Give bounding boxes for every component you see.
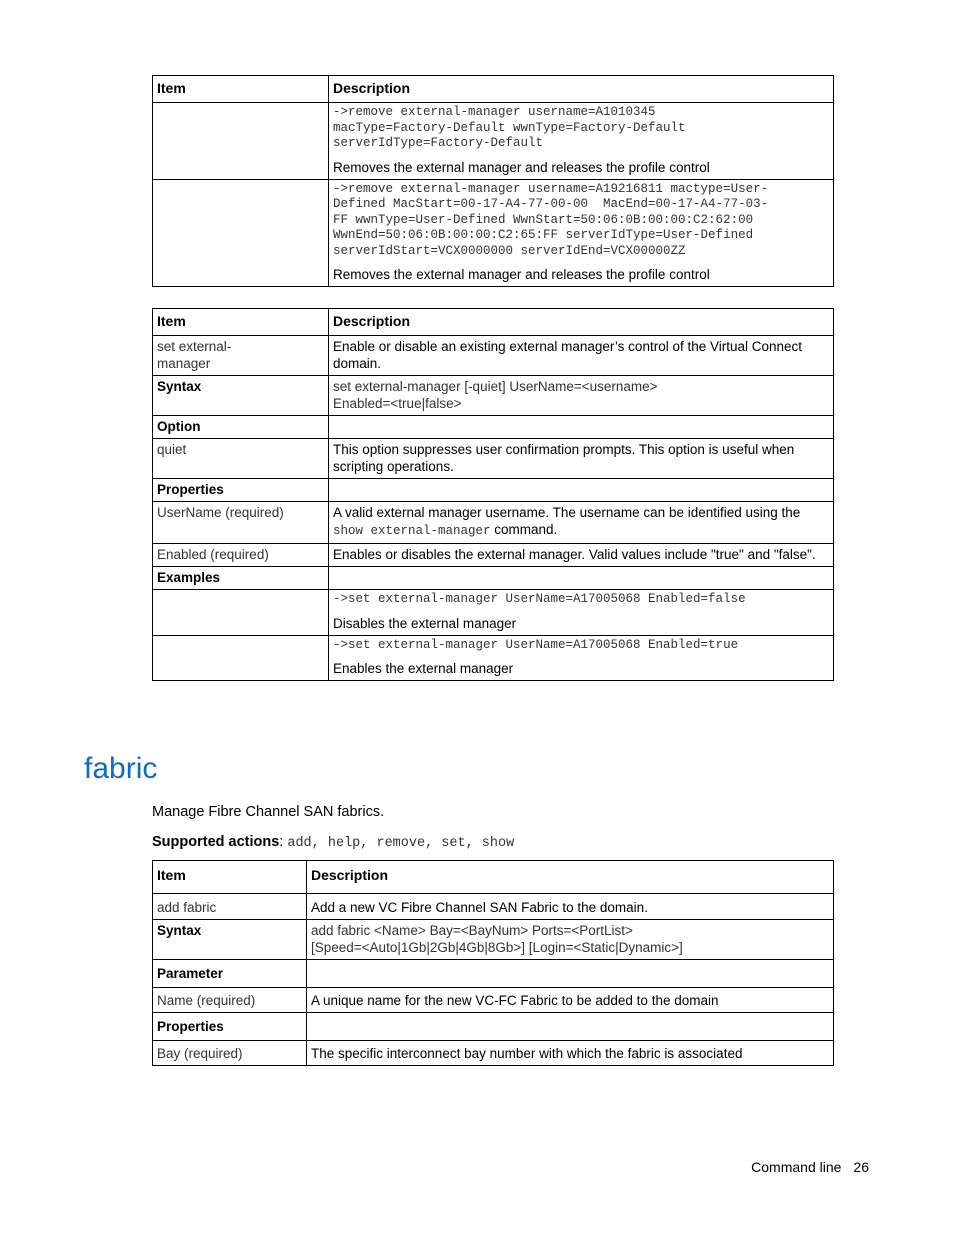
example-description: Disables the external manager [333, 615, 517, 631]
table-row [153, 960, 834, 988]
example-command: ->set external-manager UserName=A17005068 Enabled=false [333, 592, 746, 606]
parameter-name-description: A unique name for the new VC-FC Fabric to be added to the domain [307, 988, 834, 1013]
properties-label: Properties [153, 1013, 307, 1041]
header-description: Description [329, 309, 834, 336]
remove-external-manager-examples-table [152, 75, 834, 287]
option-quiet: quiet [153, 439, 329, 479]
option-label: Option [153, 416, 329, 439]
option-quiet-description: This option suppresses user confirmation prompts. This option is useful when scripting operations. [329, 439, 834, 479]
item-cell [153, 103, 329, 180]
table-row [153, 544, 834, 567]
header-description: Description [307, 861, 834, 894]
table-header-row [153, 309, 834, 336]
command-name: add fabric [153, 894, 307, 920]
table-row [153, 336, 834, 376]
empty-cell [153, 635, 329, 681]
header-description: Description [329, 76, 834, 103]
supported-actions-label: Supported actions [152, 834, 280, 850]
supported-actions [152, 834, 514, 851]
table-row [153, 590, 834, 636]
username-desc-code: show external-manager [333, 524, 491, 538]
syntax-label: Syntax [153, 920, 307, 960]
table-row [153, 920, 834, 960]
table-row [153, 179, 834, 287]
page-number: 26 [853, 1159, 869, 1175]
properties-label: Properties [153, 479, 329, 502]
table-row [153, 376, 834, 416]
command-description: Enable or disable an existing external manager’s control of the Virtual Connect domain. [329, 336, 834, 376]
property-bay-description: The specific interconnect bay number with which the fabric is associated [307, 1041, 834, 1066]
table-row [153, 1041, 834, 1066]
table-row [153, 502, 834, 544]
command-name: set external- manager [153, 336, 329, 376]
empty-cell [329, 567, 834, 590]
add-fabric-table [152, 860, 834, 1066]
item-cell [153, 179, 329, 287]
syntax-label: Syntax [153, 376, 329, 416]
property-bay: Bay (required) [153, 1041, 307, 1066]
command-description: Add a new VC Fibre Channel SAN Fabric to the domain. [307, 894, 834, 920]
empty-cell [307, 960, 834, 988]
empty-cell [329, 479, 834, 502]
table-row [153, 988, 834, 1013]
username-desc-tail: command. [490, 522, 558, 537]
example-cell [329, 590, 834, 636]
table-row [153, 635, 834, 681]
header-item: Item [153, 309, 329, 336]
description-cell [329, 179, 834, 287]
empty-cell [329, 416, 834, 439]
property-username: UserName (required) [153, 502, 329, 544]
examples-label: Examples [153, 567, 329, 590]
property-username-description [329, 502, 834, 544]
header-item: Item [153, 861, 307, 894]
supported-actions-separator: : [279, 834, 288, 850]
example-command: ->set external-manager UserName=A17005068 Enabled=true [333, 637, 739, 652]
description-cell [329, 103, 834, 180]
empty-cell [307, 1013, 834, 1041]
table-row [153, 479, 834, 502]
empty-cell [153, 590, 329, 636]
example-command: ->remove external-manager username=A19216811 mactype=User- Defined MacStart=00-17-A4-77-00-00 MacEnd=00-17-A4-77-03- FF wwnType=User-Defined WwnStart=50:06:0B:00:00:C2:62:00 WwnEnd=50:06:0B:00:00:C2:65:FF serverIdType=User-Defined serverIdStart=VCX0000000 serverIdEnd=VCX00000ZZ [333, 181, 769, 258]
example-description: Enables the external manager [333, 661, 514, 676]
table-row [153, 567, 834, 590]
example-cell [329, 635, 834, 681]
example-description: Removes the external manager and releases the profile control [333, 267, 710, 282]
username-desc-text: A valid external manager username. The username can be identified using the [333, 505, 801, 520]
parameter-name: Name (required) [153, 988, 307, 1013]
header-item: Item [153, 76, 329, 103]
supported-actions-list: add, help, remove, set, show [287, 836, 515, 851]
table-row [153, 416, 834, 439]
example-description: Removes the external manager and releases the profile control [333, 159, 710, 175]
syntax-value: add fabric <Name> Bay=<BayNum> Ports=<PortList> [Speed=<Auto|1Gb|2Gb|4Gb|8Gb>] [Login=<Static|Dynamic>] [307, 920, 834, 960]
section-intro: Manage Fibre Channel SAN fabrics. [152, 804, 385, 820]
property-enabled: Enabled (required) [153, 544, 329, 567]
parameter-label: Parameter [153, 960, 307, 988]
page-footer [751, 1159, 869, 1175]
syntax-value: set external-manager [-quiet] UserName=<username> Enabled=<true|false> [329, 376, 834, 416]
table-row [153, 103, 834, 180]
footer-section: Command line [751, 1159, 842, 1175]
table-row [153, 1013, 834, 1041]
table-row [153, 894, 834, 920]
table-row [153, 439, 834, 479]
section-title: fabric [84, 752, 158, 785]
set-external-manager-table [152, 308, 834, 681]
example-command: ->remove external-manager username=A1010345 macType=Factory-Default wwnType=Factory-Default serverIdType=Factory-Default [333, 105, 686, 150]
property-enabled-description: Enables or disables the external manager. Valid values include "true" and "false". [329, 544, 834, 567]
table-header-row [153, 861, 834, 894]
table-header-row [153, 76, 834, 103]
